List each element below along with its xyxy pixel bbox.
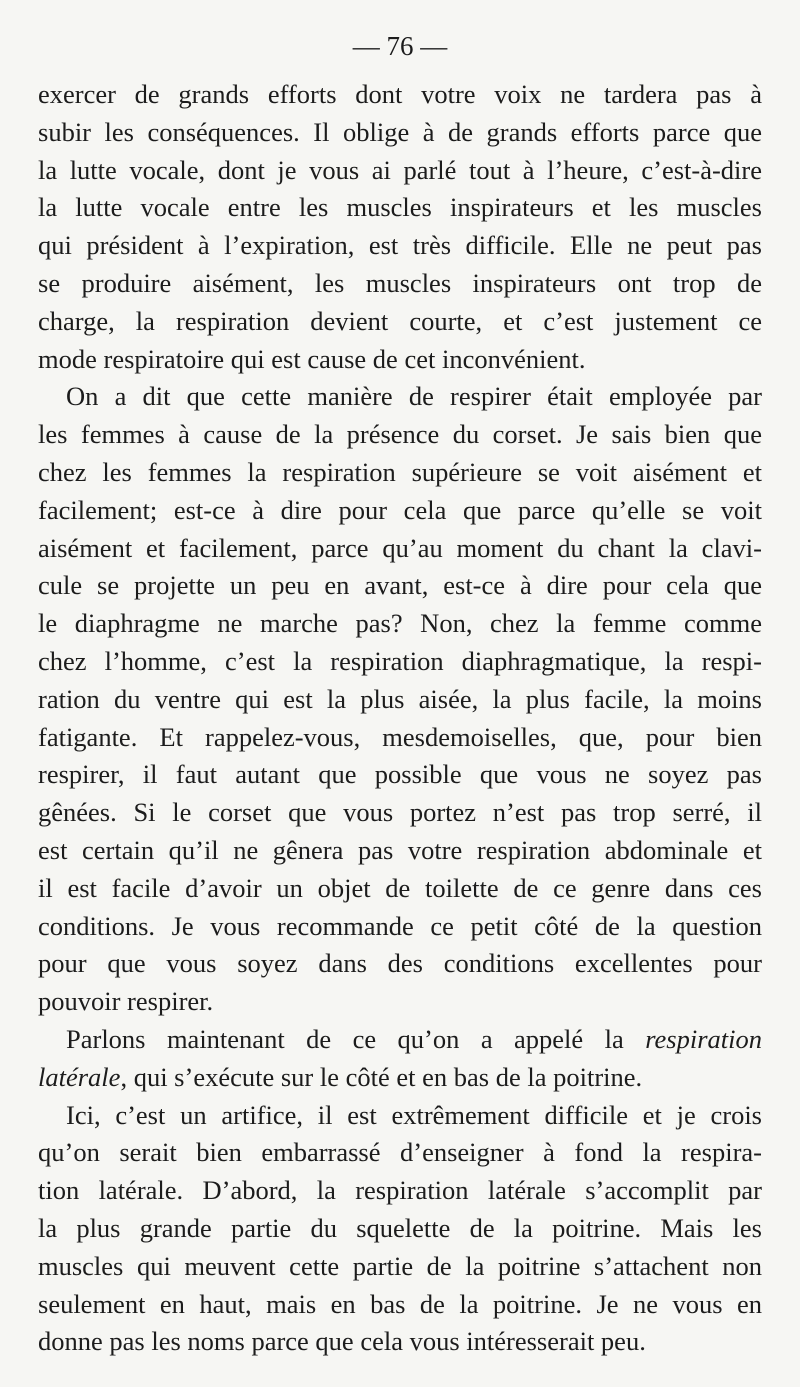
body-text bbox=[38, 76, 762, 1361]
text-line: se produire aisément, les muscles inspirateurs ont trop de bbox=[38, 267, 762, 298]
text-line: aisément et facilement, parce qu’au moment du chant la clavi- bbox=[38, 532, 762, 563]
text-line: Ici, c’est un artifice, il est extrêmement difficile et je crois bbox=[66, 1099, 762, 1130]
text-line: il est facile d’avoir un objet de toilette de ce genre dans ces bbox=[38, 872, 762, 903]
text-line: les femmes à cause de la présence du corset. Je sais bien que bbox=[38, 419, 762, 450]
text-line: qu’on serait bien embarrassé d’enseigner à fond la respira- bbox=[38, 1137, 762, 1168]
text-line bbox=[38, 1059, 762, 1097]
text-line: la lutte vocale entre les muscles inspirateurs et les muscles bbox=[38, 192, 762, 223]
text-line: la plus grande partie du squelette de la poitrine. Mais les bbox=[38, 1212, 762, 1243]
text-line: pour que vous soyez dans des conditions excellentes pour bbox=[38, 948, 762, 979]
text-line: respirer, il faut autant que possible que vous ne soyez pas bbox=[38, 759, 762, 790]
text-line: ration du ventre qui est la plus aisée, la plus facile, la moins bbox=[38, 683, 762, 714]
text-line: chez l’homme, c’est la respiration diaphragmatique, la respi- bbox=[38, 645, 762, 676]
text-line: le diaphragme ne marche pas? Non, chez la femme comme bbox=[38, 608, 762, 639]
text-line: gênées. Si le corset que vous portez n’est pas trop serré, il bbox=[38, 797, 762, 828]
text-line: facilement; est-ce à dire pour cela que parce qu’elle se voit bbox=[38, 494, 762, 525]
text-line: la lutte vocale, dont je vous ai parlé tout à l’heure, c’est-à-dire bbox=[38, 154, 762, 185]
text-line bbox=[38, 1021, 762, 1059]
paragraph bbox=[38, 378, 762, 1021]
text-line: charge, la respiration devient courte, et c’est justement ce bbox=[38, 305, 762, 336]
text-line: muscles qui meuvent cette partie de la poitrine s’attachent non bbox=[38, 1250, 762, 1281]
text-line: fatigante. Et rappelez-vous, mesdemoiselles, que, pour bien bbox=[38, 721, 762, 752]
text-line: conditions. Je vous recommande ce petit côté de la question bbox=[38, 910, 762, 941]
italic-term: latérale bbox=[38, 1061, 121, 1092]
text-line: donne pas les noms parce que cela vous intéresserait peu. bbox=[38, 1326, 646, 1357]
page-number: — 76 — bbox=[352, 31, 448, 61]
paragraph bbox=[38, 1097, 762, 1362]
text-segment: , qui s’exécute sur le côté et en bas de la poitrine. bbox=[120, 1061, 643, 1092]
text-line: est certain qu’il ne gênera pas votre respiration abdominale et bbox=[38, 834, 762, 865]
text-line: chez les femmes la respiration supérieure se voit aisément et bbox=[38, 456, 762, 487]
text-line: tion latérale. D’abord, la respiration latérale s’accomplit par bbox=[38, 1175, 762, 1206]
text-line: qui président à l’expiration, est très difficile. Elle ne peut pas bbox=[38, 230, 762, 261]
text-line: pouvoir respirer. bbox=[38, 986, 214, 1017]
text-line: subir les conséquences. Il oblige à de grands efforts parce que bbox=[38, 116, 762, 147]
paragraph bbox=[38, 1021, 762, 1097]
text-line: exercer de grands efforts dont votre voix ne tardera pas à bbox=[38, 79, 762, 109]
paragraph bbox=[38, 76, 762, 378]
italic-term: respiration bbox=[645, 1023, 762, 1054]
text-segment: Parlons maintenant de ce qu’on a appelé la bbox=[66, 1023, 646, 1054]
text-line: seulement en haut, mais en bas de la poitrine. Je ne vous en bbox=[38, 1288, 762, 1319]
text-line: On a dit que cette manière de respirer était employée par bbox=[66, 381, 762, 412]
text-line: cule se projette un peu en avant, est-ce à dire pour cela que bbox=[38, 570, 762, 601]
text-line: mode respiratoire qui est cause de cet inconvénient. bbox=[38, 343, 586, 374]
